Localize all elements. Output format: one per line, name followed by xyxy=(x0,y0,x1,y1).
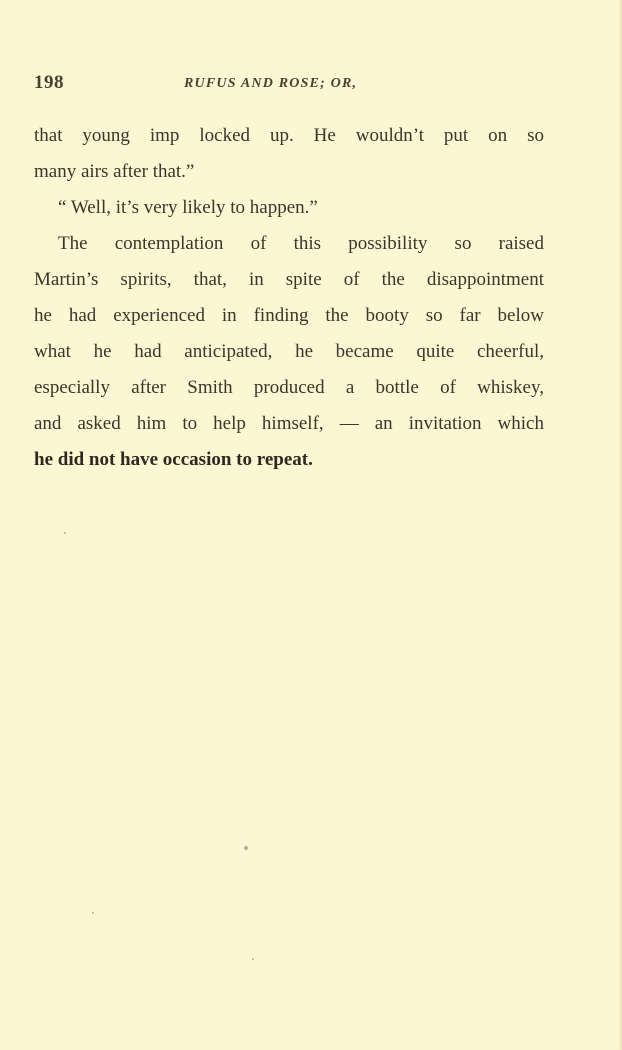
paper-speck xyxy=(92,912,94,914)
page-edge xyxy=(618,0,622,1050)
page-number: 198 xyxy=(34,72,64,93)
text-line: and asked him to help himself, — an invitation which xyxy=(34,413,544,434)
text-line: he did not have occasion to repeat. xyxy=(34,449,313,470)
paper-speck xyxy=(252,958,254,960)
paper-speck xyxy=(64,532,66,534)
text-line: especially after Smith produced a bottle of whiskey, xyxy=(34,377,544,398)
text-line: Martin’s spirits, that, in spite of the disappointment xyxy=(34,269,544,290)
text-line: what he had anticipated, he became quite cheerful, xyxy=(34,341,544,362)
running-title: RUFUS AND ROSE; OR, xyxy=(184,76,358,91)
text-line: “ Well, it’s very likely to happen.” xyxy=(58,197,318,218)
running-head xyxy=(34,72,544,98)
text-line: The contemplation of this possibility so raised xyxy=(58,233,544,254)
text-line: he had experienced in finding the booty so far below xyxy=(34,305,544,326)
paper-speck xyxy=(244,846,248,850)
text-line: that young imp locked up. He wouldn’t put on so xyxy=(34,125,544,146)
text-line: many airs after that.” xyxy=(34,161,195,182)
body-text xyxy=(34,118,544,478)
